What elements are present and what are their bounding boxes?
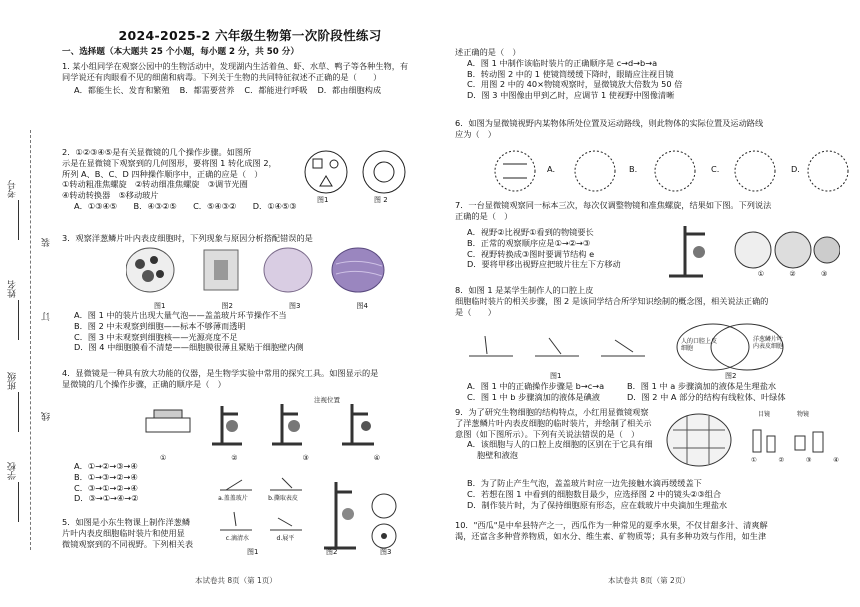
q3-option-a[interactable]: A．图 1 中的装片出现大量气泡——盖盖玻片环节操作不当 [74, 310, 287, 320]
q5-label-a: a.盖盖玻片 [218, 495, 248, 502]
q5-stem-1: 5．如图是小东生物课上制作洋葱鳞 [62, 517, 191, 527]
label-name: 姓名 [8, 280, 18, 298]
q3-option-c[interactable]: C．图 3 中未观察到细胞核——光源亮度不足 [74, 331, 238, 342]
q2-figure2-caption: 图 2 [374, 196, 388, 204]
q7-mark-1: ① [757, 270, 764, 278]
q4-num-2: ② [231, 454, 238, 462]
q1-option-a[interactable]: A．都能生长、发育和繁殖 [74, 84, 170, 95]
q6-figure-main [485, 148, 545, 194]
question-10 [455, 520, 840, 542]
q4-num-3: ③ [302, 454, 309, 462]
q7-option-b[interactable]: B．正常的观察顺序应是①→②→③ [467, 237, 591, 248]
q8-figure2-caption: 图2 [725, 372, 737, 380]
q4-option-c[interactable]: C．③→①→②→④ [74, 482, 138, 493]
q8-figure1-caption: 图1 [550, 372, 562, 380]
question-6 [455, 118, 840, 140]
class-field[interactable] [18, 392, 19, 432]
q2-options[interactable]: A．①③④⑤ B．④③②⑤ C．⑤④③② D．①④⑤③ [74, 201, 297, 212]
q6-option-a-figure[interactable] [565, 148, 625, 194]
q8-stem-1: 8．如图 1 是某学生制作人的口腔上皮 [455, 285, 594, 295]
q5-stem-cont: 述正确的是（ ） [455, 47, 521, 57]
q9-lens-3: ③ [805, 456, 812, 464]
q5-option-c[interactable]: C．用图 2 中的 40×物镜观察时，显微镜放大倍数为 50 倍 [467, 79, 683, 90]
q3-figures [126, 246, 396, 311]
q9-lens-numbers [751, 456, 839, 465]
q6-option-figures [485, 148, 840, 196]
q6-stem-1: 6．如图为显微镜视野内某物体所处位置及运动路线，则此物体的实际位置及运动路线 [455, 118, 764, 128]
q4-option-d[interactable]: D．③→①→④→② [74, 493, 139, 504]
q6-option-b-figure[interactable] [645, 148, 705, 194]
q6-option-d-figure[interactable] [805, 148, 851, 194]
q1-option-d[interactable]: D．都由细胞构成 [317, 84, 382, 95]
q8-stem-3: 是（ ） [455, 306, 496, 317]
q1-option-b[interactable]: B．都需要营养 [179, 84, 235, 95]
q5-stem-2: 片叶内表皮细胞临时装片和使用显 [62, 527, 185, 538]
q9-lens-2: ② [778, 456, 785, 464]
label-class: 班级 [8, 372, 18, 390]
q9-option-a-1[interactable]: A．该细胞与人的口腔上皮细胞的区别在于它具有细 [467, 439, 653, 450]
q2-stem-1: 2．①②③④⑤是有关显微镜的几个操作步骤。如图所 [62, 147, 252, 157]
q9-option-a-2[interactable]: 胞壁和液泡 [477, 450, 518, 461]
footer-page-1: 本试卷共 8页（第 1页） [195, 576, 277, 585]
name-field[interactable] [18, 300, 19, 340]
q7-stem-2: 正确的是（ ） [455, 210, 513, 221]
q7-mark-2: ② [789, 270, 796, 278]
q3-microscope-images [126, 246, 396, 298]
q9-option-c[interactable]: C．若想在图 1 中看到的细胞数目最少，应选择图 2 中的镜头②③组合 [467, 488, 722, 499]
school-field[interactable] [18, 482, 19, 522]
q9-stem-2: 了洋葱鳞片叶内表皮细胞的临时装片，并绘制了相关示 [455, 417, 652, 428]
q4-stem-1: 4．显微镜是一种具有放大功能的仪器，是生物学实验中常用的探究工具。如图显示的是 [62, 368, 379, 378]
exam-number-field[interactable] [18, 200, 19, 240]
question-1 [62, 61, 412, 95]
q5-stem-3: 微镜观察到的不同视野。下列相关表 [62, 538, 194, 549]
label-exam-number: 考号 [8, 180, 18, 198]
binding-dashed-line [30, 130, 31, 550]
q10-line-1: 10．"西瓜"是中牟县特产之一，西瓜作为一种常见的夏季水果，不仅甘甜多汁、清爽解 [455, 520, 768, 530]
q1-option-c[interactable]: C．都能进行呼吸 [244, 84, 308, 95]
q4-num-1: ① [160, 454, 167, 462]
q6-option-c-figure[interactable] [725, 148, 785, 194]
q4-figure-steps [142, 396, 402, 454]
q7-option-a[interactable]: A．视野②比视野①看到的物镜要长 [467, 227, 594, 237]
q10-line-2: 渴，还富含多种营养物质，如水分、维生素、矿物质等；具有多种功效与作用，如生津 [455, 530, 767, 541]
cut-mark-ding: 订 [42, 312, 52, 321]
q4-option-a[interactable]: A．①→②→③→④ [74, 461, 138, 471]
question-8 [455, 285, 840, 317]
q8-venn-right-label: 洋葱鳞片叶内表皮细胞 [753, 336, 784, 351]
q7-stem-1: 7．一台显微镜观察同一标本三次，每次仅调整物镜和准焦螺旋，结果如下图。下列说法 [455, 200, 772, 210]
q9-stem-3: 意图（如下图所示）。下列有关说法错误的是（ ） [455, 428, 640, 439]
q9-option-b[interactable]: B．为了防止产生气泡，盖盖玻片时应一边先接触水滴再缓缓盖下 [467, 478, 702, 488]
q5-option-b[interactable]: B．转动图 2 中的 1 使镜筒缓缓下降时，眼睛应注视目镜 [467, 68, 674, 79]
q4-figure-label: 注视位置 [314, 396, 340, 404]
question-5 [62, 517, 212, 549]
q2-steps-2: ④转动转换器 ⑤移动玻片 [62, 190, 159, 201]
q3-figure3-caption: 图3 [289, 301, 301, 310]
q3-option-b[interactable]: B．图 2 中未观察到细胞——标本不够薄而透明 [74, 320, 246, 331]
q5-figure2-caption: 图2 [326, 548, 338, 556]
q5-label-c: c.滴清水 [225, 535, 249, 542]
q7-option-c[interactable]: C．视野转换成③图时要调节结构 e [467, 248, 595, 259]
footer-page-2: 本试卷共 8页（第 2页） [608, 576, 690, 585]
q1-stem: 1. 某小组同学在观察公园中的生物活动中，发现湖内生活着鱼、虾、水草、鸭子等各种生物，有同学说还有肉眼看不见的细菌和病毒。下列关于生物的共同特征叙述不正确的是（ ） [62, 61, 409, 82]
q4-options [62, 461, 202, 504]
q3-figure2-caption: 图2 [221, 301, 233, 310]
q4-option-b[interactable]: B．①→③→②→④ [74, 471, 138, 482]
q6-stem-2: 应为（ ） [455, 128, 496, 139]
q9-lens-4: ④ [833, 456, 839, 464]
q9-label-eyepiece: 目镜 [758, 411, 771, 418]
q5-labels-top [208, 495, 308, 503]
binding-margin [0, 0, 52, 607]
q5-continued [455, 47, 840, 101]
q6-option-d-label[interactable]: D. [791, 164, 800, 174]
q6-option-a-label[interactable]: A. [547, 164, 556, 174]
q5-option-a[interactable]: A．图 1 中制作该临时装片的正确顺序是 c→d→b→a [467, 57, 658, 68]
q5-figure3-caption: 图3 [380, 548, 392, 556]
q9-option-d[interactable]: D．制作装片时，为了保持细胞原有形态，应在载玻片中央滴加生理盐水 [467, 499, 728, 510]
q6-option-c-label[interactable]: C. [711, 164, 720, 174]
q8-options [455, 381, 840, 403]
q8-figure1 [465, 330, 665, 370]
q8-option-a[interactable]: A．图 1 中的正确操作步骤是 b→c→a [467, 381, 605, 391]
page-title: 2024-2025-2 六年级生物第一次阶段性练习 [118, 28, 382, 43]
question-9 [455, 407, 665, 461]
q5-labels-bottom [212, 535, 308, 543]
label-school: 学校 [8, 462, 18, 480]
q8-option-d[interactable]: D．图 2 中 A 部分的结构有线粒体、叶绿体 [627, 391, 786, 402]
q6-option-b-label[interactable]: B. [629, 164, 638, 174]
q9-lens-1: ① [751, 456, 757, 464]
q7-options [455, 227, 655, 270]
q2-steps-1: ①转动粗准焦螺旋 ②转动细准焦螺旋 ③调节光圈 [62, 179, 248, 190]
q7-option-d[interactable]: D．要将甲移出视野应把玻片往左下方移动 [467, 259, 621, 270]
q7-figure-marks [745, 270, 840, 279]
q9-options-more [455, 478, 840, 510]
q8-stem-2: 细胞临时装片的相关步骤，图 2 是该同学结合所学知识绘制的概念图，相关说法正确的 [455, 295, 769, 306]
question-7 [455, 200, 840, 222]
q2-stem-3: 所列 A、B、C、D 四种操作顺序中，正确的应是（ ） [62, 168, 263, 179]
q4-num-4: ④ [373, 454, 380, 462]
q3-figure1-caption: 图1 [154, 301, 166, 310]
q2-stem-2: 示是在显微镜下观察到的几何图形，要将图 1 转化成图 2， [62, 157, 277, 168]
q4-stem-2: 显微镜的几个操作步骤，正确的顺序是（ ） [62, 378, 226, 389]
q7-mark-3: ③ [821, 270, 828, 278]
q9-stem-1: 9．为了研究生物细胞的结构特点，小红用显微镜观察 [455, 407, 649, 417]
section-heading: 一、选择题（本大题共 25 个小题，每小题 2 分，共 50 分） [62, 47, 299, 57]
cut-mark-xian: 线 [42, 412, 52, 421]
q3-options [62, 310, 412, 353]
q5-option-d[interactable]: D．图 3 中图像由甲到乙时，应调节 1 使视野中图像清晰 [467, 90, 675, 101]
cut-mark-zhuang: 装 [42, 238, 52, 247]
q5-label-d: d.展平 [276, 535, 295, 542]
q8-option-b[interactable]: B．图 1 中 a 步骤滴加的液体是生理盐水 [627, 381, 777, 391]
q5-label-b: b.撕取表皮 [268, 495, 298, 502]
q2-figure1-caption: 图1 [317, 196, 329, 204]
q9-label-objective: 物镜 [797, 411, 810, 418]
q3-figure4-caption: 图4 [356, 301, 368, 310]
q8-option-c[interactable]: C．图 1 中 b 步骤滴加的液体是碘液 [467, 391, 600, 402]
q3-option-d[interactable]: D．图 4 中细胞膜看不清楚——细胞膜很薄且紧贴于细胞壁内侧 [74, 342, 304, 353]
q8-venn-left-label: 人的口腔上皮细胞 [681, 338, 718, 353]
q3-stem: 3．观察洋葱鳞片叶内表皮细胞时，下列现象与原因分析搭配错误的是 [62, 233, 313, 243]
question-4 [62, 368, 412, 390]
q5-figure1-caption: 图1 [247, 548, 259, 556]
question-3 [62, 233, 412, 244]
question-2 [62, 147, 302, 212]
